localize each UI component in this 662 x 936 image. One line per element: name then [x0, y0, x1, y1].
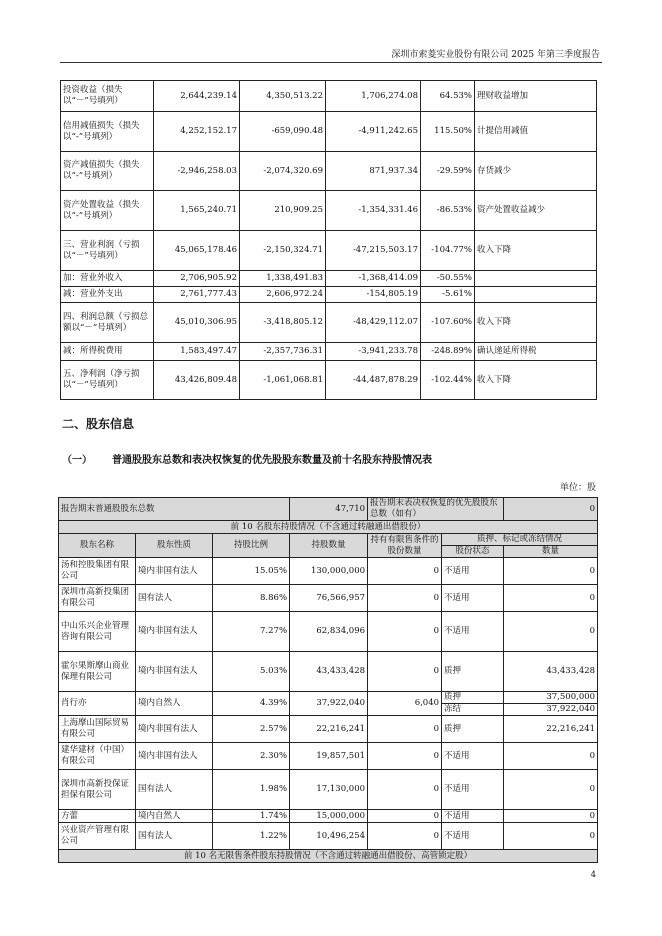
holder-amount: 22,216,241 — [504, 716, 598, 743]
reason-cell: 收入下降 — [475, 231, 597, 271]
table-header-row — [59, 534, 598, 546]
value-cell: -1,061,068.81 — [240, 361, 326, 400]
col-header-qty: 持股数量 — [290, 534, 368, 558]
reason-cell — [475, 287, 597, 303]
holder-qty: 43,433,428 — [290, 652, 368, 692]
value-cell: 1,565,240.71 — [154, 191, 240, 231]
value-cell: 4,350,513.22 — [240, 81, 326, 112]
holder-nature: 境内非国有法人 — [136, 558, 213, 585]
reason-cell: 理财收益增加 — [475, 81, 597, 112]
table-row — [61, 303, 597, 343]
holder-name: 方蕾 — [59, 810, 136, 823]
holder-nature: 境内自然人 — [136, 810, 213, 823]
item-name: 减：所得税费用 — [61, 343, 154, 361]
value-cell: -44,487,878.29 — [326, 361, 421, 400]
value-cell: 45,010,306.95 — [154, 303, 240, 343]
unrestricted-title: 前 10 名无限售条件股东持股情况（不含通过转融通出借股份、高管锁定股） — [59, 850, 598, 863]
holder-restricted: 0 — [368, 585, 442, 612]
holder-ratio: 7.27% — [213, 612, 290, 652]
holder-status: 质押 — [442, 652, 504, 692]
item-name: 投资收益（损失以“－”号填列） — [61, 81, 154, 112]
item-name: 三、营业利润（亏损以“－”号填列） — [61, 231, 154, 271]
subsection-number: （一） — [62, 455, 92, 466]
item-name: 减：营业外支出 — [61, 287, 154, 303]
value-cell: -4,911,242.65 — [326, 112, 421, 152]
holder-amount: 37,500,000 — [504, 692, 598, 704]
holder-restricted: 0 — [368, 558, 442, 585]
item-name: 加：营业外收入 — [61, 271, 154, 287]
pct-cell: -104.77% — [421, 231, 475, 271]
pct-cell: -5.61% — [421, 287, 475, 303]
holder-ratio: 4.39% — [213, 692, 290, 716]
item-name: 信用减值损失（损失以“-”号填列） — [61, 112, 154, 152]
holder-name: 深圳市高新投保证担保有限公司 — [59, 770, 136, 810]
value-cell: 2,644,239.14 — [154, 81, 240, 112]
value-cell: 1,338,491.83 — [240, 271, 326, 287]
holder-qty: 130,000,000 — [290, 558, 368, 585]
holder-ratio: 2.57% — [213, 716, 290, 743]
pref-holders-value: 0 — [504, 498, 598, 521]
value-cell: 2,761,777.43 — [154, 287, 240, 303]
holder-amount: 0 — [504, 612, 598, 652]
value-cell: -659,090.48 — [240, 112, 326, 152]
holder-name: 汤和控股集团有限公司 — [59, 558, 136, 585]
table-row — [61, 112, 597, 152]
value-cell: 1,706,274.08 — [326, 81, 421, 112]
holder-status: 不适用 — [442, 585, 504, 612]
unit-label: 单位：股 — [559, 483, 596, 493]
item-name: 四、利润总额（亏损总额以“－”号填列） — [61, 303, 154, 343]
table-row — [61, 343, 597, 361]
holder-name: 兴业资产管理有限公司 — [59, 823, 136, 850]
col-header-restricted: 持有有限售条件的股份数量 — [368, 534, 442, 558]
item-name: 资产处置收益（损失以“-”号填列） — [61, 191, 154, 231]
value-cell: 210,909.25 — [240, 191, 326, 231]
subsection-title — [62, 451, 432, 466]
holder-amount: 0 — [504, 743, 598, 770]
total-holders-value: 47,710 — [290, 498, 368, 521]
section-title: 二、股东信息 — [62, 417, 135, 431]
value-cell: -48,429,112.07 — [326, 303, 421, 343]
value-cell: -1,368,414.09 — [326, 271, 421, 287]
value-cell: -2,074,320.69 — [240, 152, 326, 191]
holder-restricted: 0 — [368, 652, 442, 692]
pct-cell: 64.53% — [421, 81, 475, 112]
holder-nature: 国有法人 — [136, 585, 213, 612]
holder-name: 中山乐兴企业管理咨询有限公司 — [59, 612, 136, 652]
holder-name: 霍尔果斯摩山商业保理有限公司 — [59, 652, 136, 692]
holder-nature: 境内非国有法人 — [136, 743, 213, 770]
holder-status: 不适用 — [442, 810, 504, 823]
holder-amount: 43,433,428 — [504, 652, 598, 692]
col-header-nature: 股东性质 — [136, 534, 213, 558]
table-row — [59, 652, 598, 692]
reason-cell: 存货减少 — [475, 152, 597, 191]
value-cell: -3,941,233.78 — [326, 343, 421, 361]
value-cell: -3,418,805.12 — [240, 303, 326, 343]
holder-name: 上海摩山国际贸易有限公司 — [59, 716, 136, 743]
shareholder-table — [58, 497, 598, 863]
holder-qty: 37,922,040 — [290, 692, 368, 716]
reason-cell: 收入下降 — [475, 361, 597, 400]
value-cell: 4,252,152.17 — [154, 112, 240, 152]
holder-qty: 10,496,254 — [290, 823, 368, 850]
page-header: 深圳市索菱实业股份有限公司 2025 年第三季度报告 — [391, 50, 600, 60]
holder-amount: 0 — [504, 585, 598, 612]
pct-cell: -102.44% — [421, 361, 475, 400]
pref-holders-label: 报告期末表决权恢复的优先股股东总数（如有） — [368, 498, 504, 521]
table-row — [61, 191, 597, 231]
item-name: 五、净利润（净亏损以“－”号填列） — [61, 361, 154, 400]
top10-title: 前 10 名股东持股情况（不含通过转融通出借股份） — [59, 521, 598, 534]
table-row — [61, 81, 597, 112]
holder-nature: 国有法人 — [136, 770, 213, 810]
holder-qty: 62,834,096 — [290, 612, 368, 652]
reason-cell: 计提信用减值 — [475, 112, 597, 152]
holder-status: 不适用 — [442, 770, 504, 810]
table-row — [59, 743, 598, 770]
holder-restricted: 0 — [368, 612, 442, 652]
value-cell: -2,357,736.31 — [240, 343, 326, 361]
holder-amount: 0 — [504, 770, 598, 810]
holder-nature: 境内非国有法人 — [136, 716, 213, 743]
holder-restricted: 0 — [368, 823, 442, 850]
table-row — [59, 850, 598, 863]
table-row — [59, 823, 598, 850]
reason-cell: 资产处置收益减少 — [475, 191, 597, 231]
table-row — [61, 271, 597, 287]
header-divider — [60, 62, 602, 63]
table-row — [59, 612, 598, 652]
value-cell: 2,706,905.92 — [154, 271, 240, 287]
value-cell: 45,065,178.46 — [154, 231, 240, 271]
col-header-ratio: 持股比例 — [213, 534, 290, 558]
value-cell: 871,937.34 — [326, 152, 421, 191]
holder-status: 质押 — [442, 692, 504, 704]
holder-status: 不适用 — [442, 743, 504, 770]
holder-ratio: 1.22% — [213, 823, 290, 850]
page-number: 4 — [590, 870, 596, 880]
holder-qty: 17,130,000 — [290, 770, 368, 810]
holder-amount: 37,922,040 — [504, 704, 598, 716]
table-row — [61, 152, 597, 191]
pct-cell: -248.89% — [421, 343, 475, 361]
reason-cell: 收入下降 — [475, 303, 597, 343]
col-header-pledge: 质押、标记或冻结情况 — [442, 534, 598, 546]
value-cell: -2,946,258.03 — [154, 152, 240, 191]
holder-qty: 76,566,957 — [290, 585, 368, 612]
col-header-amount: 数量 — [504, 546, 598, 558]
holder-nature: 境内非国有法人 — [136, 612, 213, 652]
holder-nature: 境内自然人 — [136, 692, 213, 716]
table-row — [59, 716, 598, 743]
table-row — [59, 692, 598, 704]
holder-ratio: 15.05% — [213, 558, 290, 585]
holder-status: 不适用 — [442, 612, 504, 652]
holder-nature: 国有法人 — [136, 823, 213, 850]
holder-amount: 0 — [504, 810, 598, 823]
holder-status: 不适用 — [442, 558, 504, 585]
table-row — [59, 585, 598, 612]
table-row — [59, 521, 598, 534]
holder-name: 深圳市高新投集团有限公司 — [59, 585, 136, 612]
holder-name: 肖行亦 — [59, 692, 136, 716]
holder-qty: 15,000,000 — [290, 810, 368, 823]
holder-qty: 19,857,501 — [290, 743, 368, 770]
value-cell: -1,354,331.46 — [326, 191, 421, 231]
table-row — [59, 770, 598, 810]
holder-status: 质押 — [442, 716, 504, 743]
value-cell: 1,583,497.47 — [154, 343, 240, 361]
table-row — [61, 361, 597, 400]
holder-amount: 0 — [504, 558, 598, 585]
holder-restricted: 0 — [368, 770, 442, 810]
table-row — [61, 231, 597, 271]
holder-amount: 0 — [504, 823, 598, 850]
holder-ratio: 1.98% — [213, 770, 290, 810]
reason-cell — [475, 271, 597, 287]
value-cell: -154,805.19 — [326, 287, 421, 303]
value-cell: -47,215,503.17 — [326, 231, 421, 271]
total-holders-label: 报告期末普通股股东总数 — [59, 498, 290, 521]
holder-ratio: 8.86% — [213, 585, 290, 612]
pct-cell: -29.59% — [421, 152, 475, 191]
table-row — [59, 810, 598, 823]
holder-ratio: 5.03% — [213, 652, 290, 692]
holder-restricted: 0 — [368, 716, 442, 743]
col-header-name: 股东名称 — [59, 534, 136, 558]
value-cell: 2,606,972.24 — [240, 287, 326, 303]
income-change-table — [60, 80, 597, 400]
holder-ratio: 2.30% — [213, 743, 290, 770]
subsection-text: 普通股股东总数和表决权恢复的优先股股东数量及前十名股东持股情况表 — [112, 455, 432, 466]
holder-restricted: 0 — [368, 810, 442, 823]
holder-nature: 境内非国有法人 — [136, 652, 213, 692]
table-row — [61, 287, 597, 303]
holder-ratio: 1.74% — [213, 810, 290, 823]
holder-status: 不适用 — [442, 823, 504, 850]
value-cell: -2,150,324.71 — [240, 231, 326, 271]
pct-cell: -86.53% — [421, 191, 475, 231]
holder-restricted: 6,040 — [368, 692, 442, 716]
table-row — [59, 498, 598, 521]
holder-name: 建华建材（中国）有限公司 — [59, 743, 136, 770]
table-row — [59, 558, 598, 585]
pct-cell: -107.60% — [421, 303, 475, 343]
holder-restricted: 0 — [368, 743, 442, 770]
reason-cell: 确认递延所得税 — [475, 343, 597, 361]
col-header-status: 股份状态 — [442, 546, 504, 558]
pct-cell: -50.55% — [421, 271, 475, 287]
value-cell: 43,426,809.48 — [154, 361, 240, 400]
item-name: 资产减值损失（损失以“-”号填列） — [61, 152, 154, 191]
holder-qty: 22,216,241 — [290, 716, 368, 743]
holder-status: 冻结 — [442, 704, 504, 716]
pct-cell: 115.50% — [421, 112, 475, 152]
